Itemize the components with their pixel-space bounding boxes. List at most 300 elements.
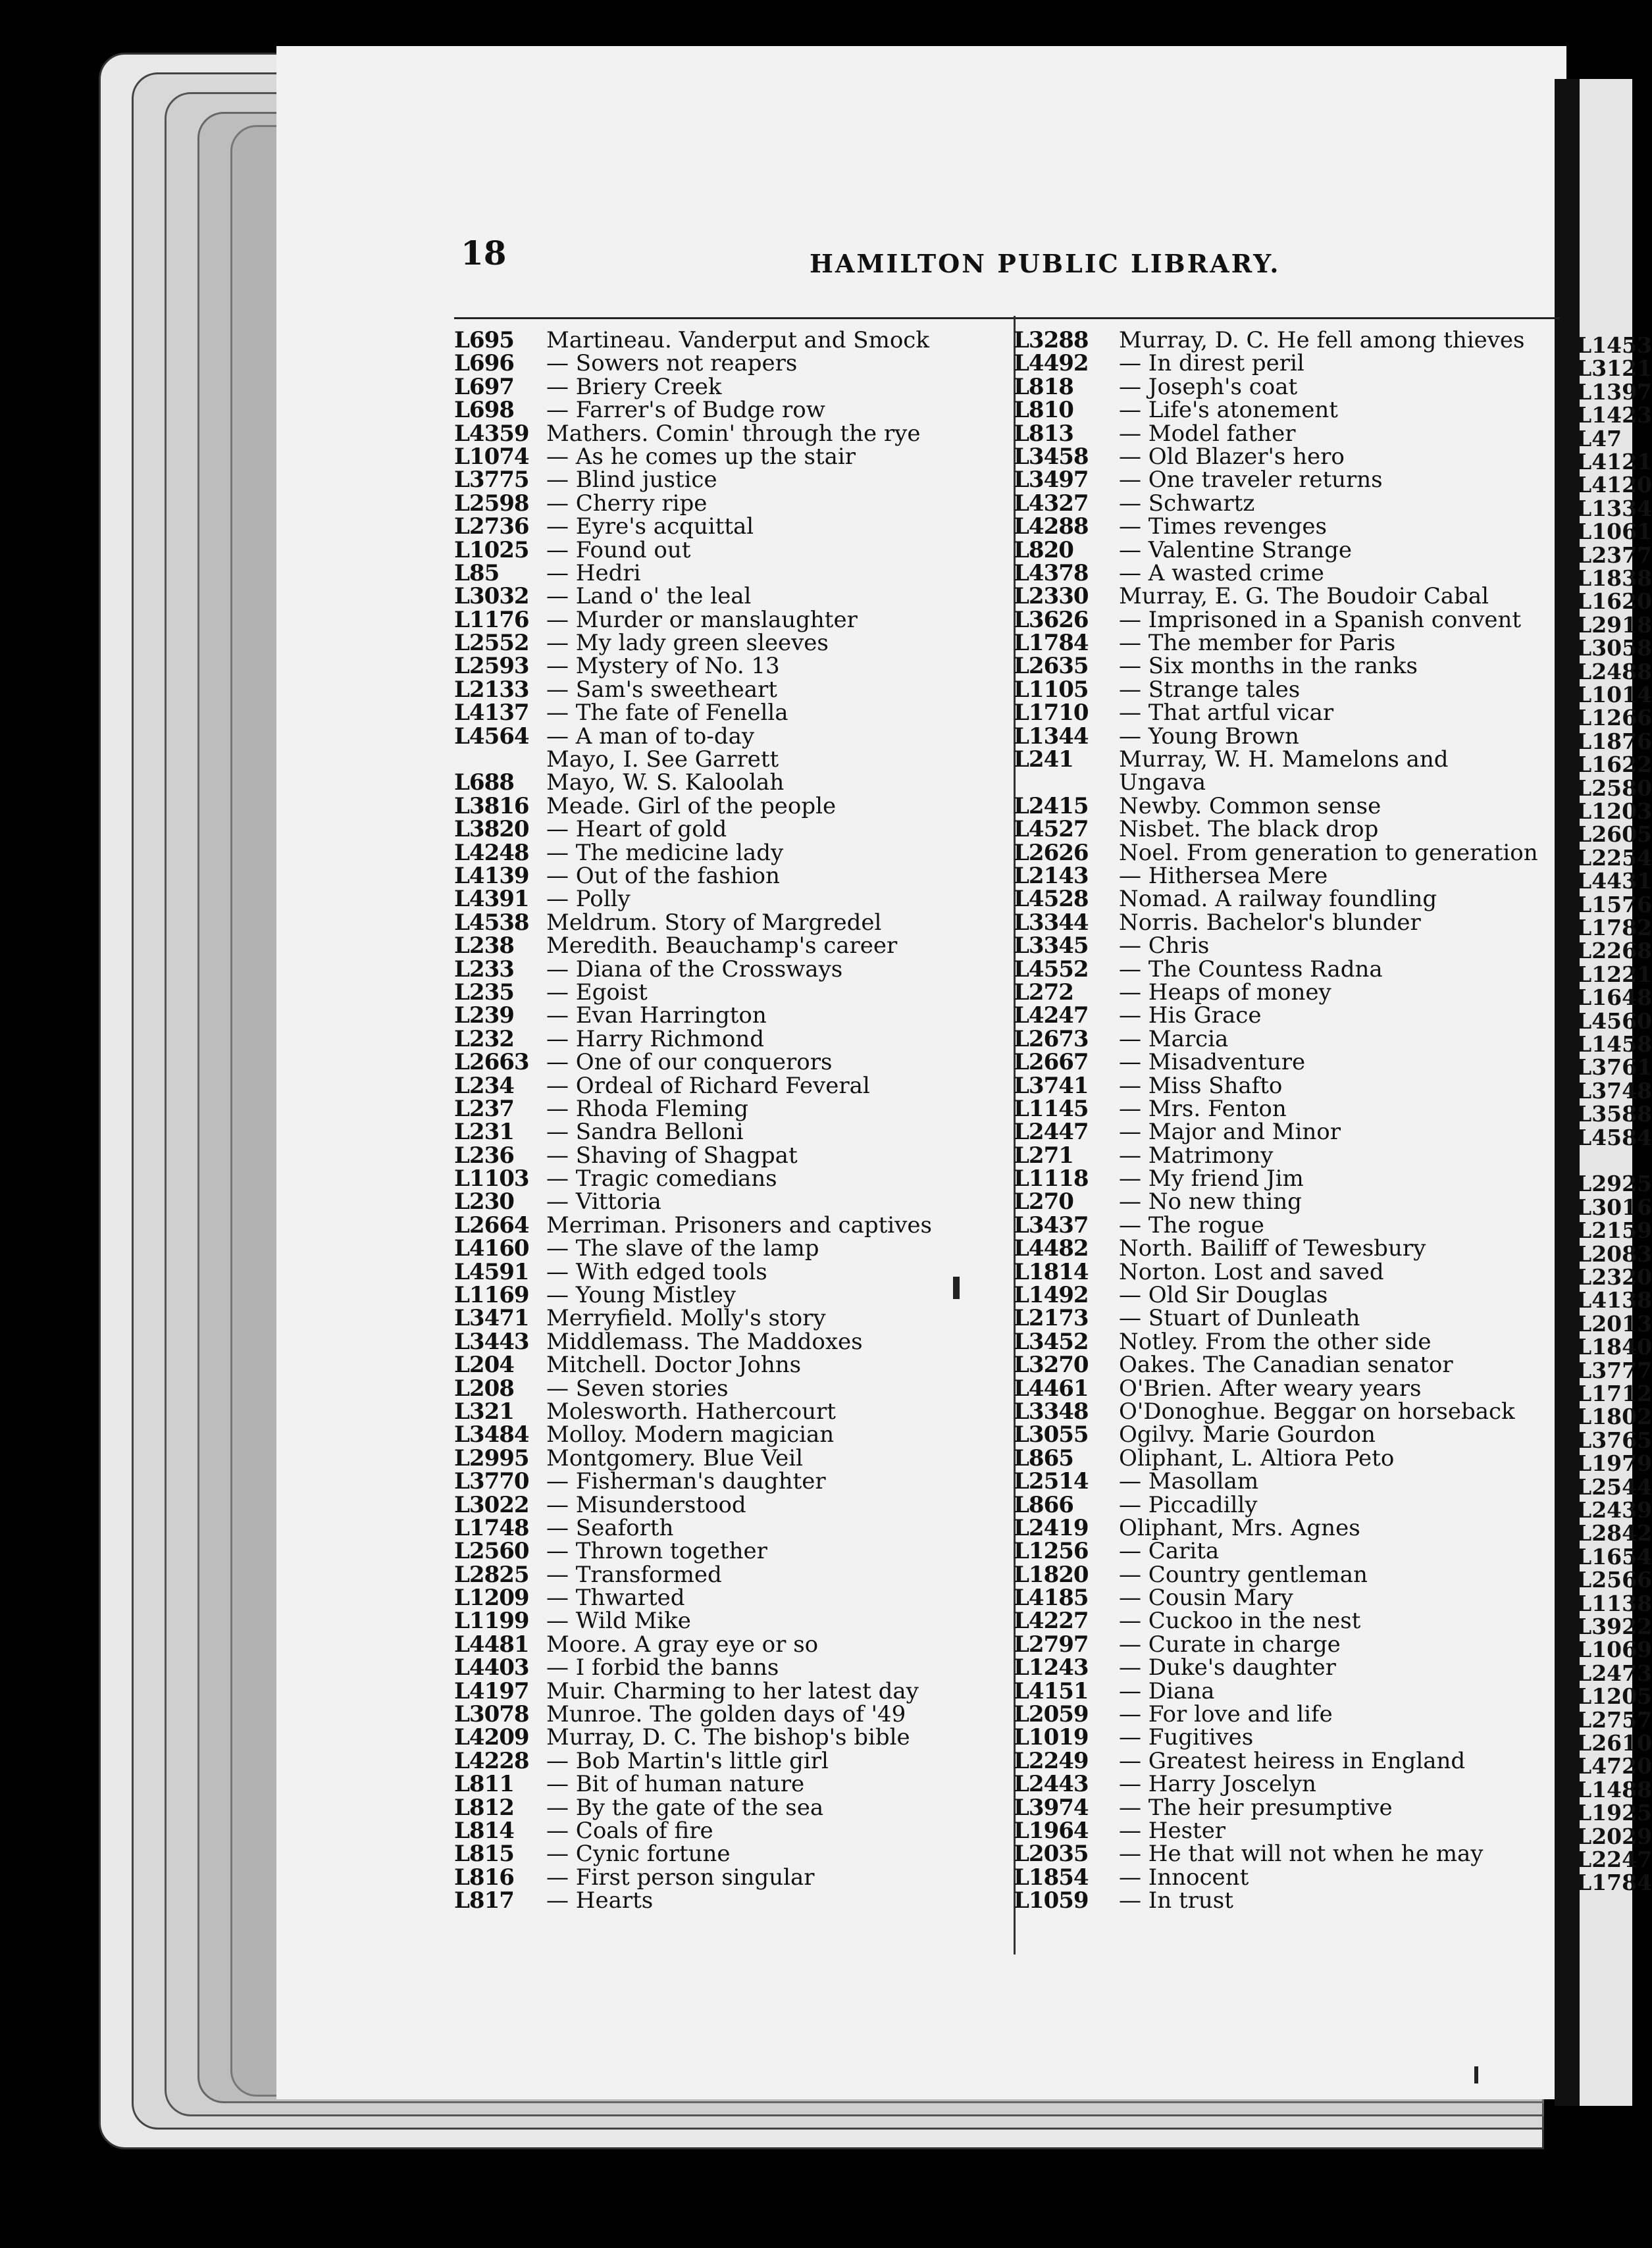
catalog-entry — [454, 585, 1007, 608]
next-page-call-number: L1979 — [1576, 1450, 1652, 1477]
entry-title: Murray, D. C. The bishop's bible — [546, 1724, 910, 1751]
entry-title: — His Grace — [1119, 1002, 1262, 1029]
next-page-call-number: L1397 — [1576, 378, 1652, 405]
entry-title: — My friend Jim — [1119, 1165, 1304, 1192]
catalog-entry — [1014, 958, 1560, 981]
entry-title: Merryfield. Molly's story — [546, 1305, 826, 1332]
call-number: L2173 — [1014, 1305, 1089, 1332]
catalog-entry — [1014, 422, 1560, 446]
catalog-entry — [454, 352, 1007, 375]
catalog-entry — [454, 1095, 1007, 1122]
call-number: L1710 — [1014, 700, 1089, 727]
call-number: L2995 — [454, 1444, 529, 1471]
call-number: L4288 — [1014, 513, 1089, 540]
next-page-call-number: L2488 — [1576, 658, 1652, 684]
next-page-call-number: L4138 — [1576, 1287, 1652, 1314]
next-page-strip — [1576, 79, 1652, 2106]
catalog-entry — [1014, 1773, 1560, 1796]
catalog-entry — [454, 1491, 1007, 1518]
catalog-entry — [1014, 1377, 1560, 1400]
entry-title: — Carita — [1119, 1538, 1220, 1565]
catalog-entry — [1014, 725, 1560, 748]
entry-title: — Mrs. Fenton — [1119, 1095, 1287, 1122]
entry-title: — Matrimony — [1119, 1142, 1274, 1169]
entry-title: — Thrown together — [546, 1538, 767, 1565]
entry-title: Meade. Girl of the people — [546, 792, 837, 819]
catalog-entry — [1014, 818, 1560, 841]
entry-title: — Blind justice — [546, 467, 717, 494]
catalog-entry — [454, 1284, 1007, 1307]
entry-title: — Land o' the leal — [546, 583, 752, 610]
catalog-entry — [454, 1004, 1007, 1027]
catalog-entry — [454, 702, 1007, 725]
call-number: L4552 — [1014, 956, 1089, 983]
entry-title: — Young Brown — [1119, 723, 1299, 750]
entry-title: — Greatest heiress in England — [1119, 1747, 1466, 1774]
entry-title: — One of our conquerors — [546, 1049, 833, 1076]
catalog-entry — [454, 1747, 1007, 1774]
entry-title: — Farrer's of Budge row — [546, 397, 825, 424]
catalog-entry — [454, 1072, 1007, 1099]
catalog-entry — [454, 655, 1007, 678]
call-number: L1243 — [1014, 1654, 1089, 1681]
next-page-call-number: L1712 — [1576, 1381, 1652, 1406]
next-page-call-number: L3016 — [1576, 1194, 1652, 1220]
catalog-entry — [1014, 1004, 1560, 1027]
entry-title: Murray, E. G. The Boudoir Cabal — [1119, 583, 1489, 610]
catalog-entry — [454, 1561, 1007, 1588]
entry-title: — The slave of the lamp — [546, 1235, 819, 1262]
catalog-entry — [454, 1820, 1007, 1843]
entry-title: — Shaving of Shagpat — [546, 1142, 798, 1169]
next-page-call-number: L4584 — [1576, 1124, 1652, 1150]
header-rule — [454, 317, 1560, 319]
call-number: L4227 — [1014, 1608, 1089, 1635]
call-number: L4359 — [454, 420, 529, 447]
catalog-entry — [454, 1587, 1007, 1610]
entry-title: — One traveler returns — [1119, 467, 1383, 494]
entry-title: — Miss Shafto — [1119, 1072, 1283, 1099]
entry-title: — Transformed — [546, 1561, 722, 1588]
entry-title: — With edged tools — [546, 1258, 767, 1285]
catalog-entry — [1014, 678, 1560, 702]
entry-title: — First person singular — [546, 1864, 815, 1891]
catalog-entry — [1014, 632, 1560, 655]
entry-title: — As he comes up the stair — [546, 443, 856, 470]
entry-title: — Curate in charge — [1119, 1631, 1341, 1658]
catalog-entry — [1014, 515, 1560, 538]
entry-title: — I forbid the banns — [546, 1654, 779, 1681]
call-number: L238 — [454, 932, 514, 959]
entry-title: — Found out — [546, 536, 691, 563]
next-page-call-number: L2842 — [1576, 1520, 1652, 1546]
catalog-entry — [1014, 771, 1560, 794]
call-number: L2035 — [1014, 1841, 1089, 1868]
next-page-call-number: L3761 — [1576, 1054, 1652, 1081]
call-number: L3820 — [454, 816, 529, 843]
call-number: L208 — [454, 1375, 514, 1402]
entry-title: Mayo, I. See Garrett — [546, 746, 779, 773]
ink-speck — [1474, 2066, 1478, 2083]
catalog-entry — [1014, 1656, 1560, 1679]
page-number: 18 — [461, 234, 507, 272]
catalog-entry — [454, 632, 1007, 655]
call-number: L1176 — [454, 606, 529, 633]
catalog-entry — [1014, 1072, 1560, 1099]
next-page-call-number: L3777 — [1576, 1357, 1652, 1383]
catalog-entry — [1014, 1794, 1560, 1821]
catalog-entry — [1014, 1514, 1560, 1541]
catalog-entry — [1014, 1610, 1560, 1633]
entry-title: Mayo, W. S. Kaloolah — [546, 769, 785, 796]
entry-title: — Heart of gold — [546, 816, 727, 843]
next-page-call-number: L2029 — [1576, 1823, 1652, 1849]
call-number: L818 — [1014, 373, 1073, 400]
next-page-call-number: L2544 — [1576, 1473, 1652, 1500]
catalog-entry — [1014, 1214, 1560, 1237]
entry-title: — Fisherman's daughter — [546, 1468, 826, 1495]
next-page-call-number: L1205 — [1576, 1683, 1652, 1710]
entry-title: — Bob Martin's little girl — [546, 1747, 829, 1774]
entry-title: O'Brien. After weary years — [1119, 1375, 1422, 1402]
next-page-call-number: L4560 — [1576, 1008, 1652, 1034]
catalog-entry — [454, 399, 1007, 422]
entry-title: — A man of to-day — [546, 723, 755, 750]
call-number: L866 — [1014, 1491, 1073, 1518]
catalog-entry — [1014, 1284, 1560, 1307]
entry-title: — Seaforth — [546, 1514, 674, 1541]
catalog-entry — [1014, 1491, 1560, 1518]
next-page-call-number: L1576 — [1576, 891, 1652, 917]
call-number: L813 — [1014, 420, 1073, 447]
next-page-call-number: L1838 — [1576, 565, 1652, 591]
catalog-entry — [454, 1726, 1007, 1749]
catalog-entry — [454, 862, 1007, 889]
next-page-call-number: L4121 — [1576, 449, 1652, 474]
next-page-call-number: L1266 — [1576, 705, 1652, 731]
call-number: L1820 — [1014, 1561, 1089, 1588]
call-number: L232 — [454, 1025, 514, 1052]
entry-title: O'Donoghue. Beggar on horseback — [1119, 1398, 1515, 1425]
entry-title: — Hester — [1119, 1818, 1226, 1844]
catalog-entry — [1014, 911, 1560, 934]
catalog-entry — [454, 1423, 1007, 1446]
entry-title: — Piccadilly — [1119, 1491, 1258, 1518]
call-number: L321 — [454, 1398, 514, 1425]
catalog-entry — [1014, 1307, 1560, 1330]
call-number: L2626 — [1014, 839, 1089, 866]
next-page-call-number: L2247 — [1576, 1847, 1652, 1872]
entry-title: — In trust — [1119, 1887, 1233, 1914]
call-number: L4228 — [454, 1747, 529, 1774]
next-page-call-number: L2473 — [1576, 1660, 1652, 1686]
catalog-entry — [454, 606, 1007, 633]
entry-title: — The Countess Radna — [1119, 956, 1383, 983]
catalog-entry — [454, 771, 1007, 794]
running-header: HAMILTON PUBLIC LIBRARY. — [810, 249, 1281, 278]
catalog-entry — [454, 1328, 1007, 1355]
next-page-call-number: L1138 — [1576, 1590, 1652, 1616]
catalog-entry — [1014, 329, 1560, 352]
call-number: L3055 — [1014, 1421, 1089, 1448]
ink-speck — [953, 1277, 960, 1299]
entry-title: Mitchell. Doctor Johns — [546, 1352, 802, 1379]
entry-title: — Diana of the Crossways — [546, 956, 843, 983]
catalog-entry — [454, 678, 1007, 702]
call-number: L688 — [454, 769, 514, 796]
call-number: L3452 — [1014, 1328, 1089, 1355]
call-number: L236 — [454, 1142, 514, 1169]
call-number: L695 — [454, 327, 514, 353]
call-number: L2667 — [1014, 1049, 1089, 1076]
catalog-entry — [1014, 1561, 1560, 1588]
call-number: L865 — [1014, 1444, 1073, 1471]
call-number: L1059 — [1014, 1887, 1089, 1914]
next-page-call-number: L1069 — [1576, 1637, 1652, 1663]
call-number: L1256 — [1014, 1538, 1089, 1565]
catalog-entry — [454, 1237, 1007, 1260]
entry-title: — For love and life — [1119, 1701, 1333, 1728]
entry-title: — The heir presumptive — [1119, 1794, 1393, 1821]
entry-title: — Chris — [1119, 932, 1210, 959]
next-page-call-number: L2925 — [1576, 1171, 1652, 1197]
call-number: L3348 — [1014, 1398, 1089, 1425]
entry-title: Muir. Charming to her latest day — [546, 1677, 919, 1704]
call-number: L3032 — [454, 583, 529, 610]
next-page-call-number: L2320 — [1576, 1264, 1652, 1290]
next-page-call-number: L3922 — [1576, 1614, 1652, 1639]
next-page-call-number: L3748 — [1576, 1077, 1652, 1104]
catalog-entry — [454, 422, 1007, 446]
next-page-call-number: L1654 — [1576, 1543, 1652, 1570]
call-number: L820 — [1014, 536, 1073, 563]
entry-title: — Joseph's coat — [1119, 373, 1298, 400]
next-page-call-number: L1453 — [1576, 332, 1652, 358]
entry-title: — Duke's daughter — [1119, 1654, 1336, 1681]
catalog-entry — [1014, 655, 1560, 678]
entry-title: — Model father — [1119, 420, 1296, 447]
entry-title: — The medicine lady — [546, 839, 784, 866]
catalog-entry — [454, 1633, 1007, 1656]
entry-title: Murray, D. C. He fell among thieves — [1119, 327, 1525, 353]
catalog-entry — [454, 1610, 1007, 1633]
call-number: L2663 — [454, 1049, 529, 1076]
call-number: L1814 — [1014, 1258, 1089, 1285]
next-page-call-number: L3765 — [1576, 1427, 1652, 1453]
entry-title: — Old Sir Douglas — [1119, 1282, 1328, 1309]
catalog-entry — [1014, 1540, 1560, 1563]
call-number: L3443 — [454, 1328, 529, 1355]
entry-title: — Stuart of Dunleath — [1119, 1305, 1360, 1332]
catalog-entry — [454, 981, 1007, 1004]
call-number: L3022 — [454, 1491, 529, 1518]
entry-title: Nomad. A railway foundling — [1119, 886, 1437, 913]
catalog-entry — [454, 373, 1007, 400]
entry-title: — Misadventure — [1119, 1049, 1306, 1076]
call-number: L4327 — [1014, 490, 1089, 517]
call-number: L4481 — [454, 1631, 529, 1658]
entry-title: — Hedri — [546, 559, 641, 586]
entry-title: Ogilvy. Marie Gourdon — [1119, 1421, 1376, 1448]
next-page-call-number: L2605 — [1576, 821, 1652, 848]
call-number: L4160 — [454, 1235, 529, 1262]
call-number: L4248 — [454, 839, 529, 866]
entry-title: — Mystery of No. 13 — [546, 653, 780, 680]
call-number: L231 — [454, 1119, 514, 1146]
call-number: L239 — [454, 1002, 514, 1029]
catalog-entry — [1014, 536, 1560, 563]
catalog-entry — [454, 443, 1007, 470]
call-number: L697 — [454, 373, 514, 400]
catalog-entry — [1014, 1677, 1560, 1704]
entry-title: — Cynic fortune — [546, 1841, 731, 1868]
entry-title: — Sam's sweetheart — [546, 676, 777, 703]
catalog-entry — [1014, 748, 1560, 771]
catalog-entry — [1014, 1121, 1560, 1144]
catalog-entry — [454, 1889, 1007, 1912]
catalog-entry — [1014, 862, 1560, 889]
catalog-entry — [1014, 399, 1560, 422]
call-number: L3471 — [454, 1305, 529, 1332]
call-number: L2552 — [454, 630, 529, 657]
call-number: L3974 — [1014, 1794, 1089, 1821]
catalog-entry — [454, 1540, 1007, 1563]
next-page-call-number: L2566 — [1576, 1567, 1652, 1593]
entry-title: Notley. From the other side — [1119, 1328, 1432, 1355]
call-number: L698 — [454, 397, 514, 424]
entry-title: Munroe. The golden days of '49 — [546, 1701, 906, 1728]
call-number: L241 — [1014, 746, 1073, 773]
entry-title: — Strange tales — [1119, 676, 1301, 703]
call-number: L4185 — [1014, 1585, 1089, 1612]
next-page-call-number: L4431 — [1576, 868, 1652, 894]
call-number: L2635 — [1014, 653, 1089, 680]
entry-title: Moore. A gray eye or so — [546, 1631, 819, 1658]
entry-title: — Rhoda Fleming — [546, 1095, 748, 1122]
entry-title: Noel. From generation to generation — [1119, 839, 1538, 866]
call-number: L817 — [454, 1887, 514, 1914]
next-page-call-number: L1802 — [1576, 1404, 1652, 1430]
call-number: L237 — [454, 1095, 514, 1122]
call-number: L1019 — [1014, 1724, 1089, 1751]
call-number: L2514 — [1014, 1468, 1089, 1495]
next-page-call-number: L1622 — [1576, 752, 1652, 778]
call-number: L1145 — [1014, 1095, 1089, 1122]
catalog-entry — [1014, 1470, 1560, 1493]
call-number: L3270 — [1014, 1352, 1089, 1379]
catalog-entry — [454, 1677, 1007, 1704]
entry-title: — Thwarted — [546, 1585, 685, 1612]
call-number: L1748 — [454, 1514, 529, 1541]
next-page-call-number: L2918 — [1576, 611, 1652, 638]
catalog-entry — [454, 329, 1007, 352]
entry-title: — In direst peril — [1119, 350, 1304, 377]
catalog-entry — [1014, 559, 1560, 586]
catalog-entry — [1014, 1400, 1560, 1423]
entry-title: — Young Mistley — [546, 1282, 736, 1309]
catalog-entry — [1014, 585, 1560, 608]
entry-title: — He that will not when he may — [1119, 1841, 1484, 1868]
entry-title: — Marcia — [1119, 1025, 1229, 1052]
entry-title: — Fugitives — [1119, 1724, 1254, 1751]
entry-title: — Misunderstood — [546, 1491, 746, 1518]
next-page-call-number: L2254 — [1576, 844, 1652, 871]
call-number: L2133 — [454, 676, 529, 703]
catalog-entry — [454, 1656, 1007, 1679]
call-number: L1209 — [454, 1585, 529, 1612]
catalog-entry — [1014, 1444, 1560, 1471]
catalog-entry — [454, 1470, 1007, 1493]
call-number: L4151 — [1014, 1677, 1089, 1704]
call-number: L1103 — [454, 1165, 529, 1192]
entry-title: Montgomery. Blue Veil — [546, 1444, 803, 1471]
catalog-entry — [1014, 1025, 1560, 1052]
call-number: L2447 — [1014, 1119, 1089, 1146]
catalog-entry — [454, 1843, 1007, 1866]
entry-title: — Harry Richmond — [546, 1025, 765, 1052]
entry-title: Martineau. Vanderput and Smock — [546, 327, 929, 353]
entry-title: — Sowers not reapers — [546, 350, 798, 377]
next-page-call-number: L1876 — [1576, 728, 1652, 754]
call-number: L271 — [1014, 1142, 1073, 1169]
call-number: L4461 — [1014, 1375, 1089, 1402]
entry-title: Ungava — [1119, 769, 1206, 796]
next-page-call-number: L1925 — [1576, 1800, 1652, 1826]
right-column — [1014, 329, 1560, 1913]
catalog-entry — [1014, 1237, 1560, 1260]
catalog-entry — [454, 1167, 1007, 1190]
catalog-entry — [1014, 492, 1560, 515]
entry-title: Middlemass. The Maddoxes — [546, 1328, 863, 1355]
catalog-entry — [1014, 1889, 1560, 1912]
catalog-entry — [454, 1025, 1007, 1052]
catalog-entry — [454, 1190, 1007, 1213]
call-number: L4197 — [454, 1677, 529, 1704]
call-number: L2797 — [1014, 1631, 1089, 1658]
entry-title: Nisbet. The black drop — [1119, 816, 1379, 843]
left-column — [454, 329, 1007, 1913]
call-number: L85 — [454, 559, 500, 586]
next-page-call-number: L4120 — [1576, 472, 1652, 498]
catalog-entry — [454, 818, 1007, 841]
call-number: L2673 — [1014, 1025, 1089, 1052]
entry-title: — The fate of Fenella — [546, 700, 788, 727]
next-page-call-number: L1782 — [1576, 915, 1652, 940]
next-page-call-number: L47 — [1576, 425, 1622, 451]
catalog-entry — [1014, 1843, 1560, 1866]
call-number: L270 — [1014, 1188, 1073, 1215]
catalog-entry — [1014, 792, 1560, 819]
catalog-entry — [1014, 1354, 1560, 1377]
catalog-entry — [454, 1703, 1007, 1726]
call-number: L4528 — [1014, 886, 1089, 913]
call-number: L1854 — [1014, 1864, 1089, 1891]
call-number: L2664 — [454, 1212, 529, 1239]
entry-title: Norton. Lost and saved — [1119, 1258, 1384, 1285]
call-number: L3344 — [1014, 909, 1089, 936]
call-number: L4378 — [1014, 559, 1089, 586]
next-page-call-number: L3588 — [1576, 1101, 1652, 1127]
next-page-call-number: L1648 — [1576, 984, 1652, 1011]
entry-title: — Bit of human nature — [546, 1771, 805, 1798]
catalog-entry — [1014, 702, 1560, 725]
catalog-entry — [1014, 1747, 1560, 1774]
entry-title: — That artful vicar — [1119, 700, 1334, 727]
entry-title: Merriman. Prisoners and captives — [546, 1212, 932, 1239]
entry-title: North. Bailiff of Tewesbury — [1119, 1235, 1426, 1262]
call-number: L3437 — [1014, 1212, 1089, 1239]
call-number: L1492 — [1014, 1282, 1089, 1309]
